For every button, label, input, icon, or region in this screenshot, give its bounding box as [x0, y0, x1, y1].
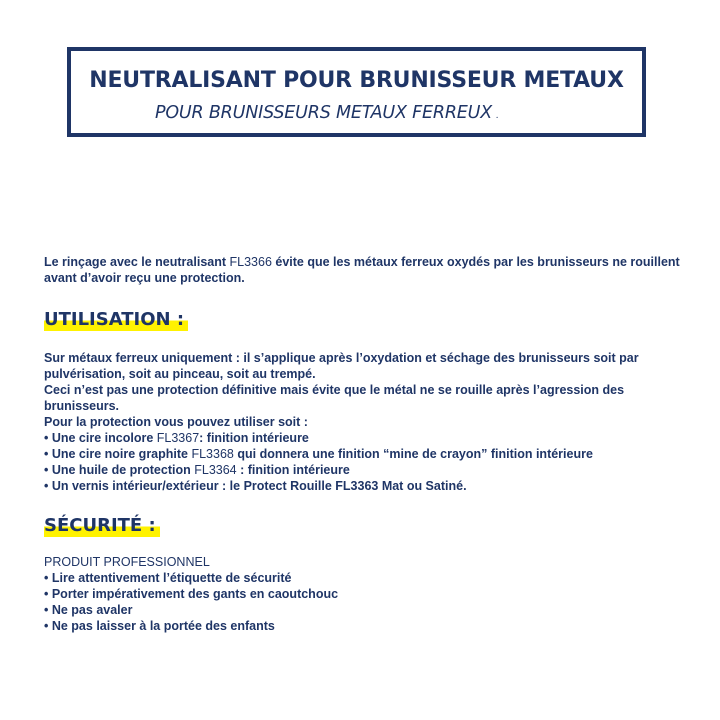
- subtitle-text: POUR BRUNISSEURS METAUX FERREUX: [155, 103, 493, 123]
- utilisation-heading: UTILISATION :: [44, 309, 188, 331]
- list-item: [44, 478, 684, 494]
- list-item-text: • Une cire noire graphite: [44, 447, 192, 461]
- safety-list: [44, 570, 684, 634]
- main-content: [44, 254, 684, 634]
- securite-subheading: PRODUIT PROFESSIONNEL: [44, 555, 210, 569]
- list-item-text: • Un vernis intérieur/extérieur : le Protect Rouille FL3363 Mat ou Satiné.: [44, 479, 467, 493]
- intro-product-code: FL3366: [229, 255, 272, 269]
- list-item: [44, 446, 684, 462]
- intro-text-after: évite que les métaux ferreux oxydés par les brunisseurs ne rouillent avant d’avoir reçu une protection.: [44, 255, 680, 285]
- list-item-text: • Une cire incolore: [44, 431, 157, 445]
- utilisation-line-3: Pour la protection vous pouvez utiliser soit :: [44, 415, 308, 429]
- list-item: [44, 430, 684, 446]
- protection-list: [44, 430, 684, 494]
- page-title: NEUTRALISANT POUR BRUNISSEUR METAUX: [89, 68, 624, 93]
- intro-text-before: Le rinçage avec le neutralisant: [44, 255, 230, 269]
- title-box: [67, 47, 646, 137]
- securite-heading-wrap: [44, 515, 684, 537]
- list-item-text: : finition intérieure: [236, 463, 350, 477]
- subtitle-dot: .: [496, 111, 499, 121]
- list-item: • Ne pas laisser à la portée des enfants: [44, 619, 275, 633]
- list-item-text: qui donnera une finition “mine de crayon” finition intérieure: [233, 447, 593, 461]
- securite-block: [44, 554, 684, 634]
- list-item-code: FL3368: [191, 447, 234, 461]
- list-item: • Ne pas avaler: [44, 603, 133, 617]
- utilisation-line-2: Ceci n’est pas une protection définitive mais évite que le métal ne se rouille après l’agression des brunisseurs.: [44, 383, 625, 413]
- utilisation-line-1: Sur métaux ferreux uniquement : il s’applique après l’oxydation et séchage des brunisseurs soit par pulvérisation, soit au pinceau, soit au trempé.: [44, 351, 639, 381]
- list-item-code: FL3364: [194, 463, 237, 477]
- list-item: [44, 462, 684, 478]
- list-item-code: FL3367: [156, 431, 200, 445]
- list-item: • Lire attentivement l’étiquette de sécurité: [44, 571, 292, 585]
- intro-paragraph: [44, 254, 684, 286]
- list-item-text: • Une huile de protection: [44, 463, 195, 477]
- utilisation-heading-wrap: [44, 309, 684, 331]
- page-subtitle: [155, 103, 499, 123]
- list-item-text: : finition intérieure: [199, 431, 309, 445]
- utilisation-block: [44, 350, 684, 494]
- securite-heading: SÉCURITÉ :: [44, 515, 160, 537]
- list-item: • Porter impérativement des gants en caoutchouc: [44, 587, 339, 601]
